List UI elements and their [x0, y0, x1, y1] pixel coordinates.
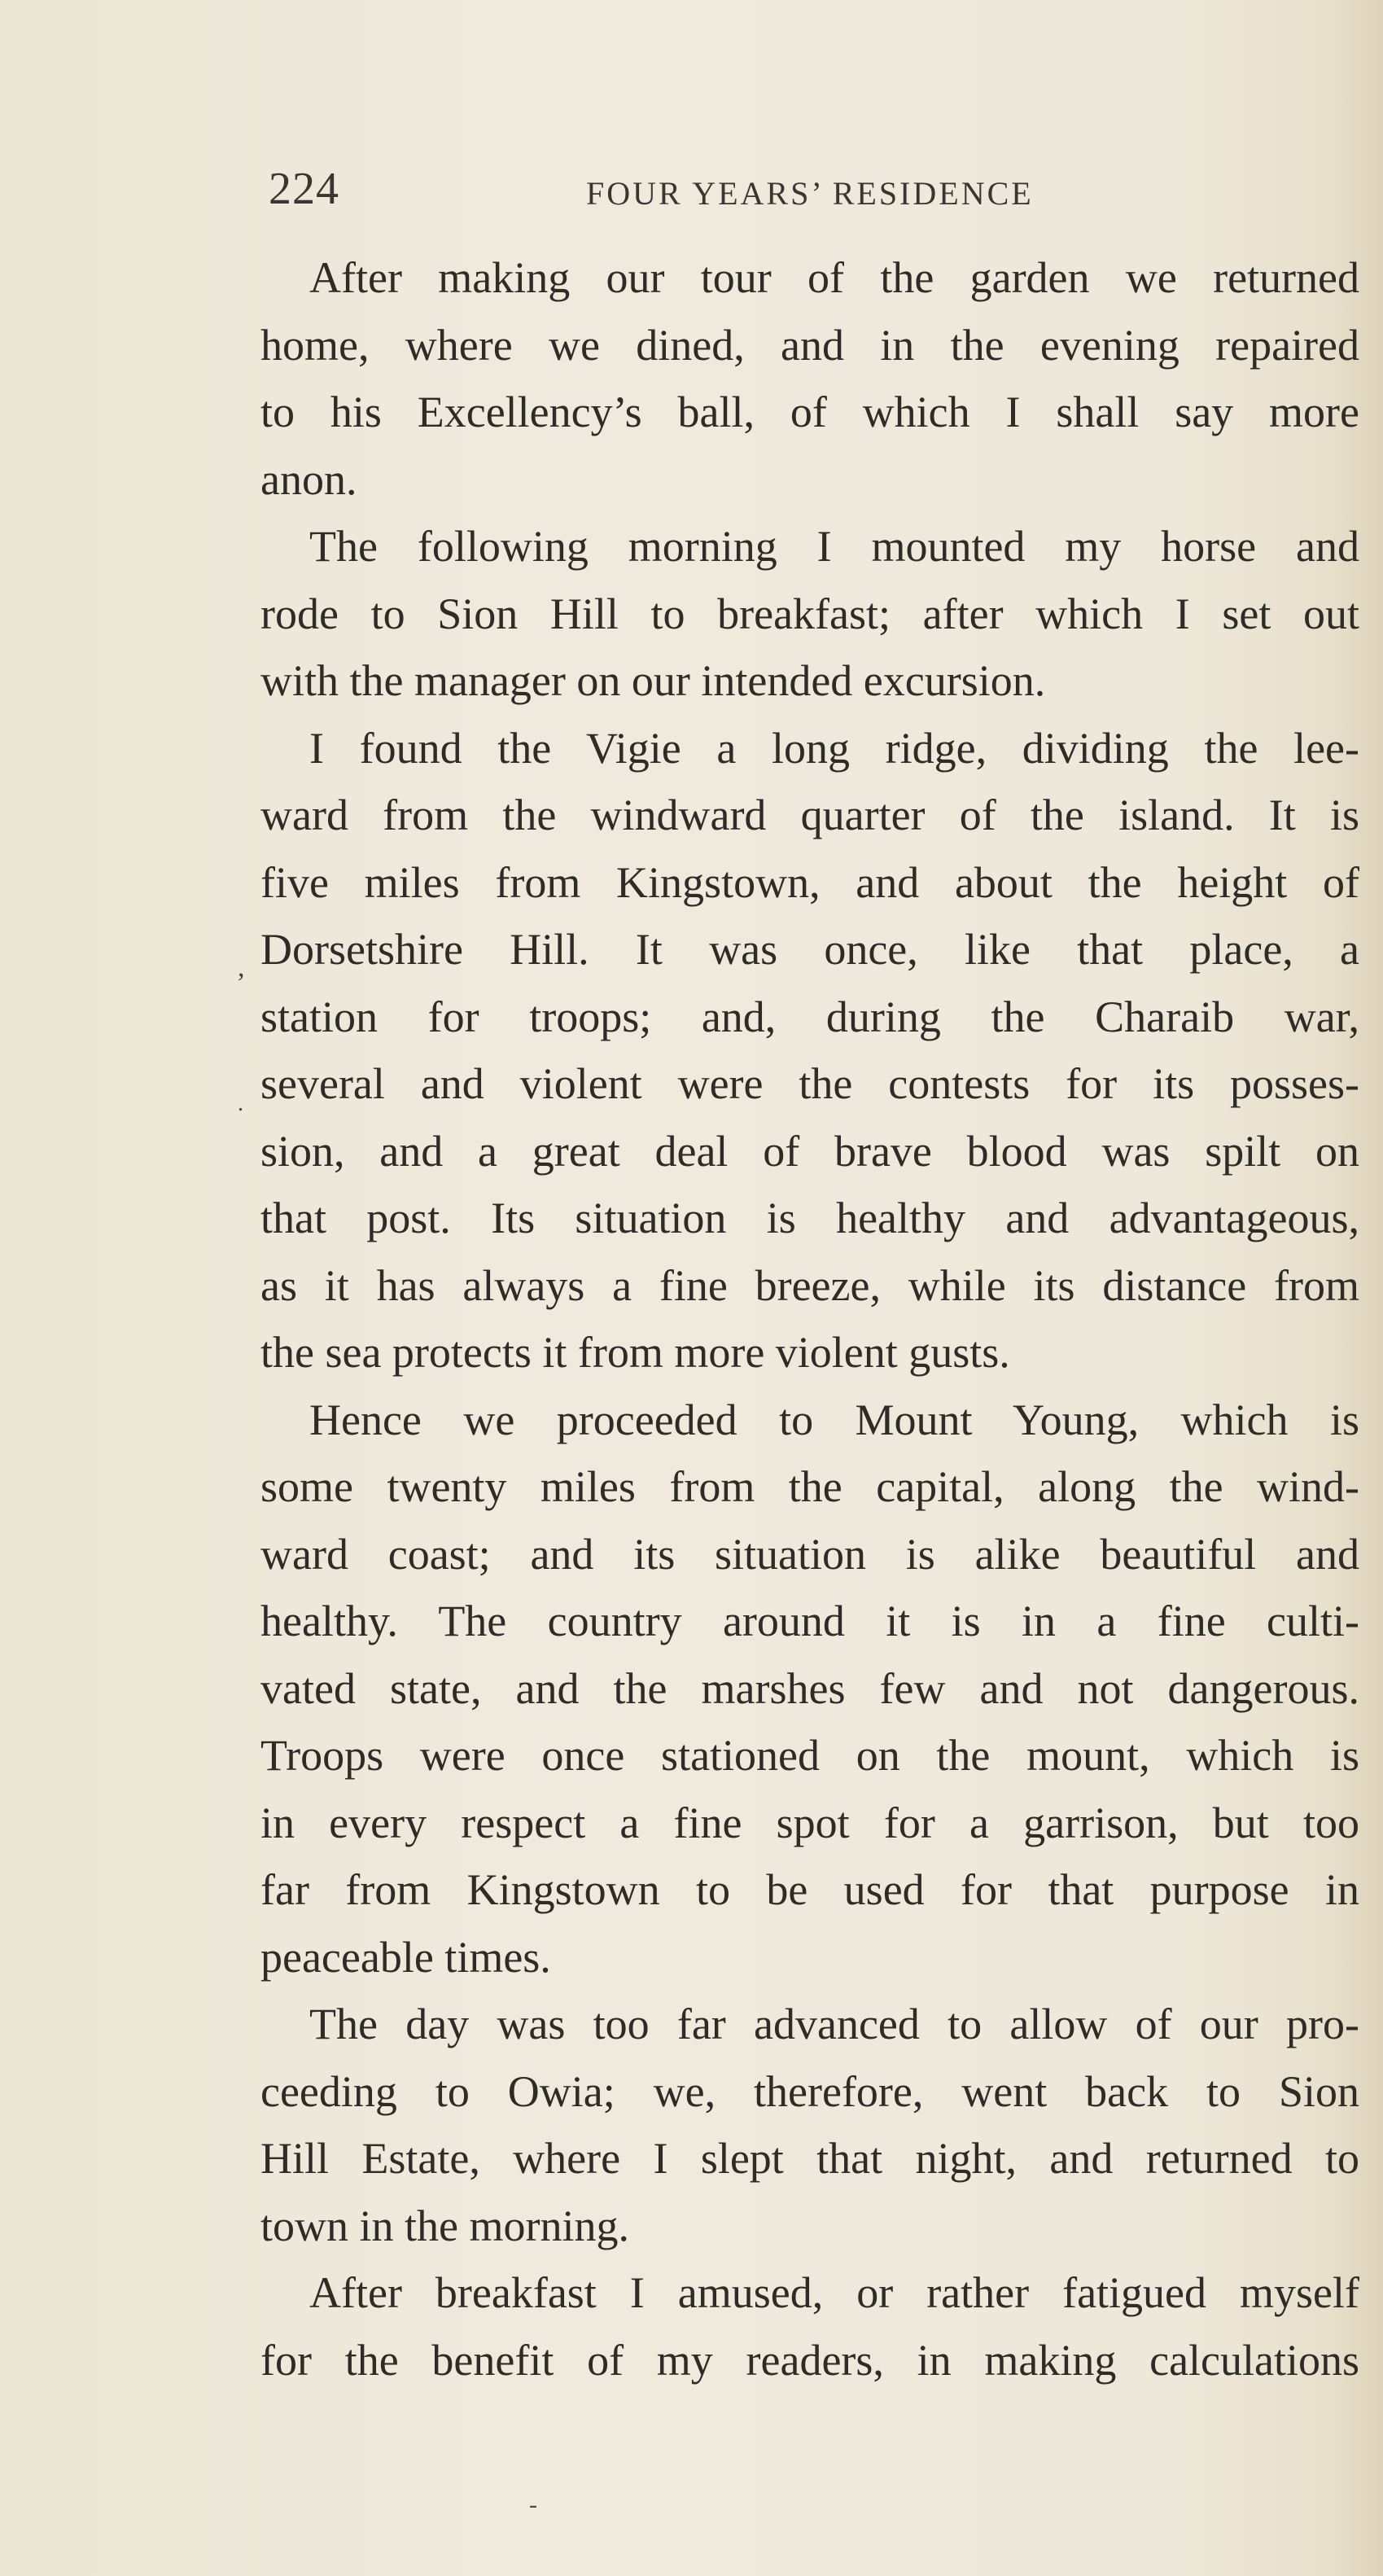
text-line: that post. Its situation is healthy and advantageous,: [260, 1194, 1359, 1242]
page-header: [260, 163, 1359, 220]
body-text: [260, 244, 1359, 2394]
text-line: The day was too far advanced to allow of our pro-: [309, 2000, 1359, 2048]
text-line: sion, and a great deal of brave blood was spilt on: [260, 1126, 1359, 1176]
text-line: several and violent were the contests for its posses-: [260, 1059, 1359, 1108]
text-line: Hence we proceeded to Mount Young, which is: [309, 1395, 1359, 1444]
text-line: in every respect a fine spot for a garrison, but too: [260, 1798, 1359, 1847]
text-line: ward coast; and its situation is alike beautiful and: [260, 1529, 1359, 1579]
text-line: vated state, and the marshes few and not dangerous.: [260, 1663, 1359, 1713]
text-line: Troops were once stationed on the mount, which is: [260, 1731, 1359, 1780]
text-line: The following morning I mounted my horse and: [309, 522, 1359, 571]
text-line: peaceable times.: [260, 1932, 551, 1982]
text-line: anon.: [260, 454, 357, 504]
text-line: station for troops; and, during the Charaib war,: [260, 992, 1359, 1041]
text-line: the sea protects it from more violent gusts.: [260, 1328, 1010, 1377]
page-number: 224: [269, 164, 339, 214]
text-line: for the benefit of my readers, in making calculations: [260, 2335, 1359, 2385]
text-line: far from Kingstown to be used for that purpose in: [260, 1865, 1359, 1914]
running-head: FOUR YEARS’ RESIDENCE: [586, 175, 1034, 212]
text-line: as it has always a fine breeze, while its distance from: [260, 1260, 1359, 1310]
text-line: I found the Vigie a long ridge, dividing the lee-: [309, 723, 1359, 773]
text-line: ceeding to Owia; we, therefore, went back to Sion: [260, 2066, 1359, 2116]
text-line: town in the morning.: [260, 2201, 629, 2250]
text-line: Dorsetshire Hill. It was once, like that place, a: [260, 925, 1359, 974]
text-line: some twenty miles from the capital, along the wind-: [260, 1462, 1359, 1511]
text-line: healthy. The country around it is in a fine culti-: [260, 1597, 1359, 1645]
text-line: ward from the windward quarter of the island. It is: [260, 791, 1359, 839]
text-line: After breakfast I amused, or rather fatigued myself: [309, 2268, 1359, 2317]
text-line: After making our tour of the garden we returned: [309, 253, 1359, 302]
margin-speck: .: [238, 1091, 243, 1116]
text-line: with the manager on our intended excursion.: [260, 656, 1046, 705]
text-line: rode to Sion Hill to breakfast; after which I set out: [260, 589, 1359, 638]
text-line: five miles from Kingstown, and about the height of: [260, 857, 1359, 907]
text-line: home, where we dined, and in the evening repaired: [260, 320, 1359, 370]
margin-speck: ,: [238, 953, 245, 983]
text-line: Hill Estate, where I slept that night, and returned to: [260, 2134, 1359, 2183]
text-line: to his Excellency’s ball, of which I shall say more: [260, 388, 1359, 436]
bottom-speck: -: [529, 2491, 537, 2518]
